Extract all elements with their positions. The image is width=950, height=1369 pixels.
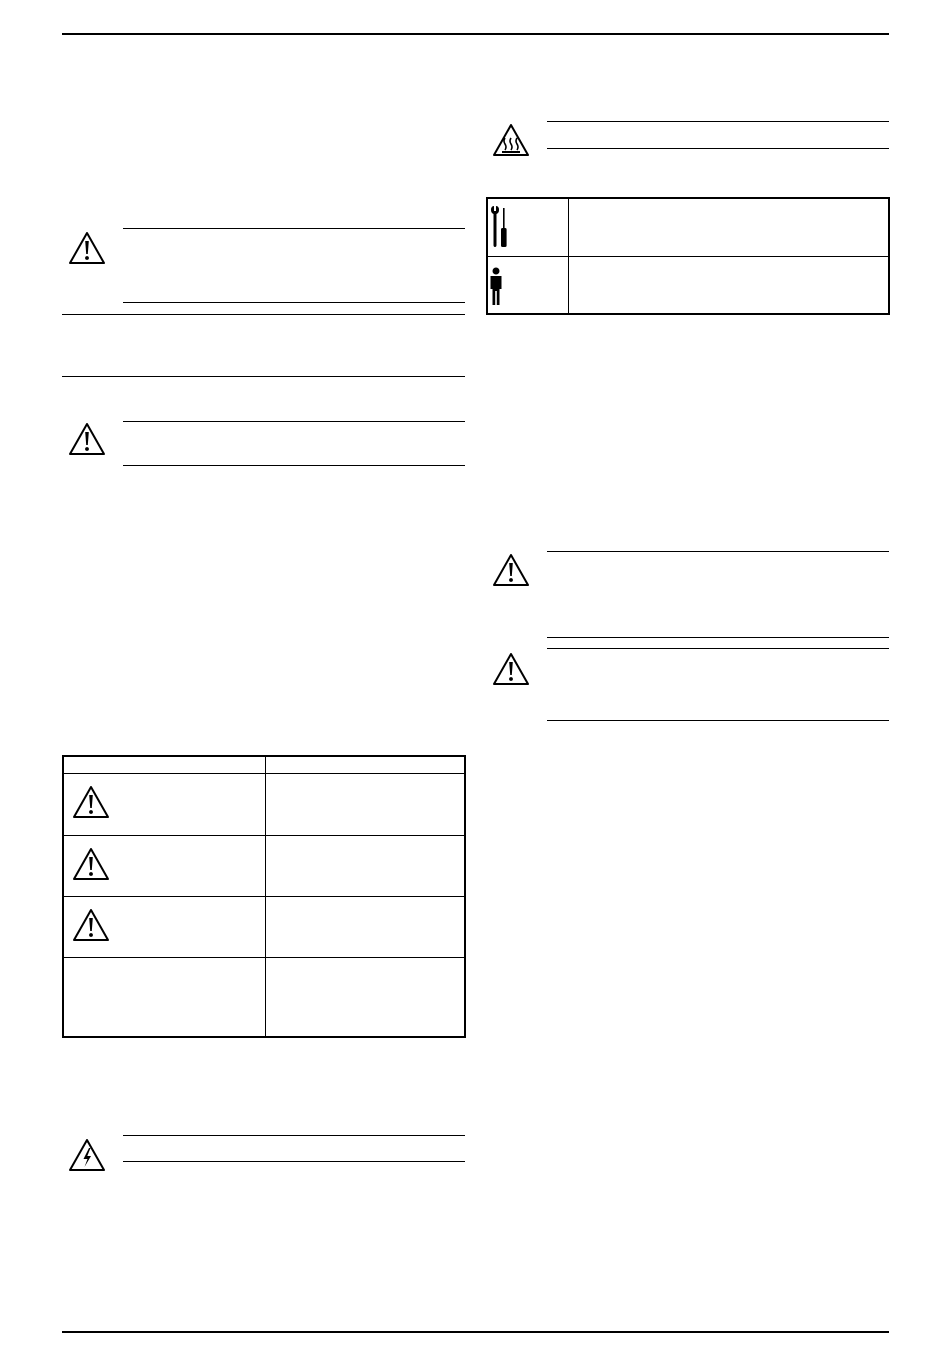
footer-rule [62, 1331, 889, 1333]
table-cell [266, 835, 466, 896]
warning-note-bottom-rule [547, 637, 889, 638]
warning-triangle-icon [72, 846, 110, 882]
table-cell [487, 256, 569, 314]
table-row [487, 256, 889, 314]
table-row [63, 957, 465, 1037]
table-cell [63, 896, 266, 957]
tools-icon [488, 205, 510, 249]
personnel-table [486, 197, 890, 315]
table-cell [63, 773, 266, 835]
table-cell [487, 198, 569, 256]
warning-note-bottom-rule [547, 720, 889, 721]
warning-note-bottom-rule [123, 302, 465, 303]
electric-hazard-icon [68, 1137, 106, 1173]
electrical-note-top-rule [123, 1135, 465, 1136]
table-cell [63, 957, 266, 1037]
hazard-table [62, 755, 466, 1038]
table-cell [569, 198, 890, 256]
person-icon [488, 263, 510, 307]
warning-triangle-icon [68, 230, 106, 266]
table-row [487, 198, 889, 256]
section-divider [62, 376, 465, 377]
warning-triangle-icon [72, 784, 110, 820]
table-row [63, 835, 465, 896]
table-row [63, 773, 465, 835]
warning-triangle-icon [72, 907, 110, 943]
hot-surface-top-rule [547, 121, 889, 122]
table-cell [266, 896, 466, 957]
warning-note-bottom-rule [123, 465, 465, 466]
hot-surface-bottom-rule [547, 148, 889, 149]
table-cell [569, 256, 890, 314]
hot-surface-icon [492, 122, 530, 158]
warning-triangle-icon [492, 651, 530, 687]
header-rule [62, 33, 889, 35]
table-row [63, 896, 465, 957]
table-header-cell [63, 756, 266, 773]
warning-note-top-rule [123, 421, 465, 422]
table-cell [63, 835, 266, 896]
table-header-cell [266, 756, 466, 773]
warning-triangle-icon [68, 421, 106, 457]
warning-note-top-rule [547, 551, 889, 552]
warning-note-top-rule [547, 648, 889, 649]
section-divider [62, 314, 465, 315]
table-header-row [63, 756, 465, 773]
electrical-note-bottom-rule [123, 1161, 465, 1162]
table-cell [266, 957, 466, 1037]
warning-note-top-rule [123, 228, 465, 229]
warning-triangle-icon [492, 552, 530, 588]
table-cell [266, 773, 466, 835]
